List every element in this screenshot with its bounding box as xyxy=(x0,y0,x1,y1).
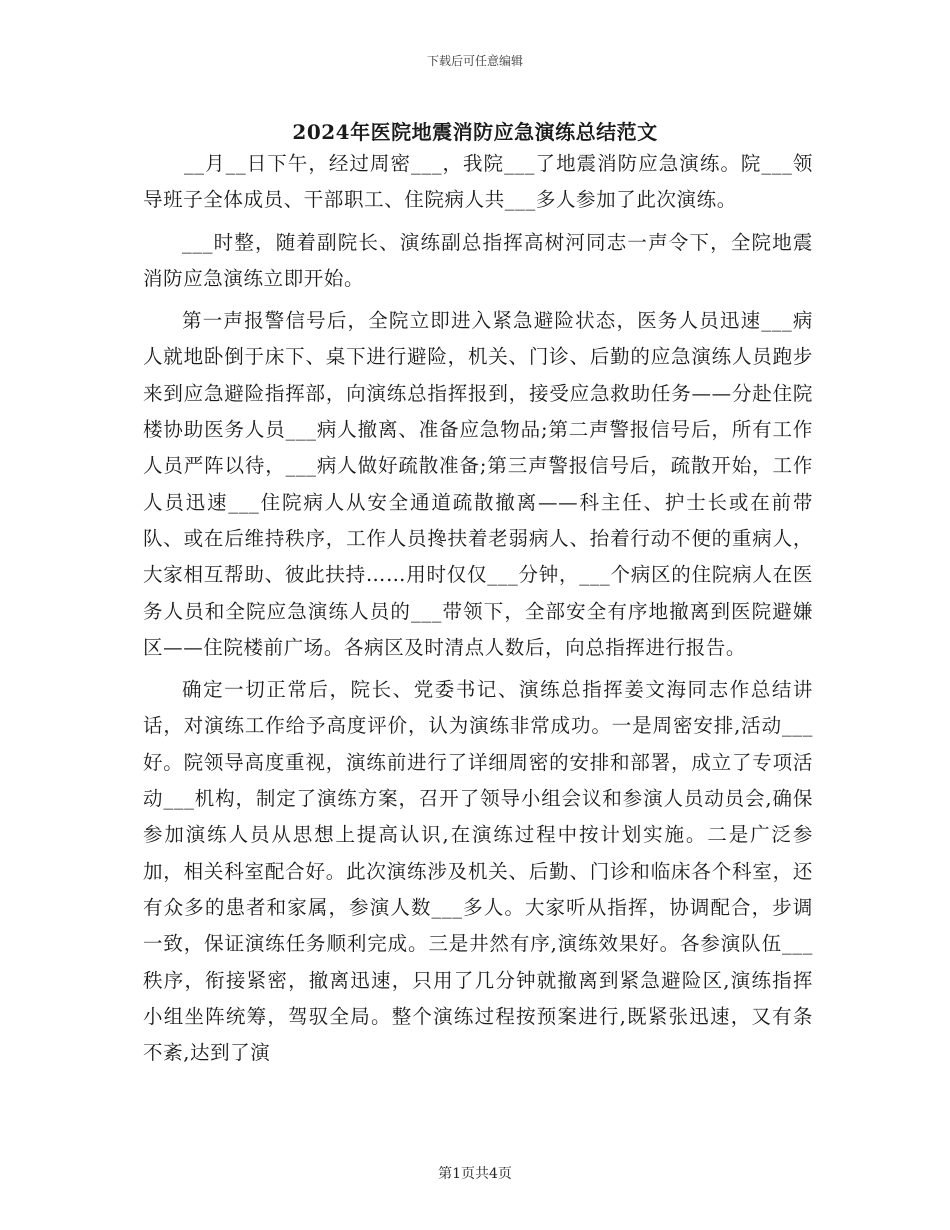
header-note: 下载后可任意编辑 xyxy=(426,54,523,68)
paragraph-1: __月__日下午，经过周密___，我院___了地震消防应急演练。院___领导班子全体成员、干部职工、住院病人共___多人参加了此次演练。 xyxy=(143,152,813,212)
page-footer: 第1页共4页 xyxy=(438,1166,512,1182)
paragraph-3: 第一声报警信号后，全院立即进入紧急避险状态，医务人员迅速___病人就地卧倒于床下、桌下进行避险，机关、门诊、后勤的应急演练人员跑步来到应急避险指挥部，向演练总指挥报到，接受应急救助任务——分赴住院楼协助医务人员___病人撤离、准备应急物品;第二声警报信号后，所有工作人员严阵以待，___病人做好疏散准备;第三声警报信号后，疏散开始，工作人员迅速___住院病人从安全通道疏散撤离——科主任、护士长或在前带队、或在后维持秩序，工作人员搀扶着老弱病人、抬着行动不便的重病人，大家相互帮助、彼此扶持……用时仅仅___分钟，___个病区的住院病人在医务人员和全院应急演练人员的___带领下，全部安全有序地撤离到医院避嫌区——住院楼前广场。各病区及时清点人数后，向总指挥进行报告。 xyxy=(143,309,813,659)
document-title: 2024年医院地震消防应急演练总结范文 xyxy=(292,120,658,144)
paragraph-4: 确定一切正常后，院长、党委书记、演练总指挥姜文海同志作总结讲话，对演练工作给予高度评价，认为演练非常成功。一是周密安排,活动___好。院领导高度重视，演练前进行了详细周密的安排和部署，成立了专项活动___机构，制定了演练方案，召开了领导小组会议和参演人员动员会,确保参加演练人员从思想上提高认识,在演练过程中按计划实施。二是广泛参加，相关科室配合好。此次演练涉及机关、后勤、门诊和临床各个科室，还有众多的患者和家属，参演人数___多人。大家听从指挥，协调配合，步调一致，保证演练任务顺利完成。三是井然有序,演练效果好。各参演队伍___秩序，衔接紧密，撤离迅速，只用了几分钟就撤离到紧急避险区,演练指挥小组坐阵统筹，驾驭全局。整个演练过程按预案进行,既紧张迅速，又有条不紊,达到了演 xyxy=(143,678,813,1065)
document-body xyxy=(143,146,813,1071)
paragraph-2: ___时整，随着副院长、演练副总指挥高树河同志一声令下，全院地震消防应急演练立即开始。 xyxy=(143,230,813,290)
